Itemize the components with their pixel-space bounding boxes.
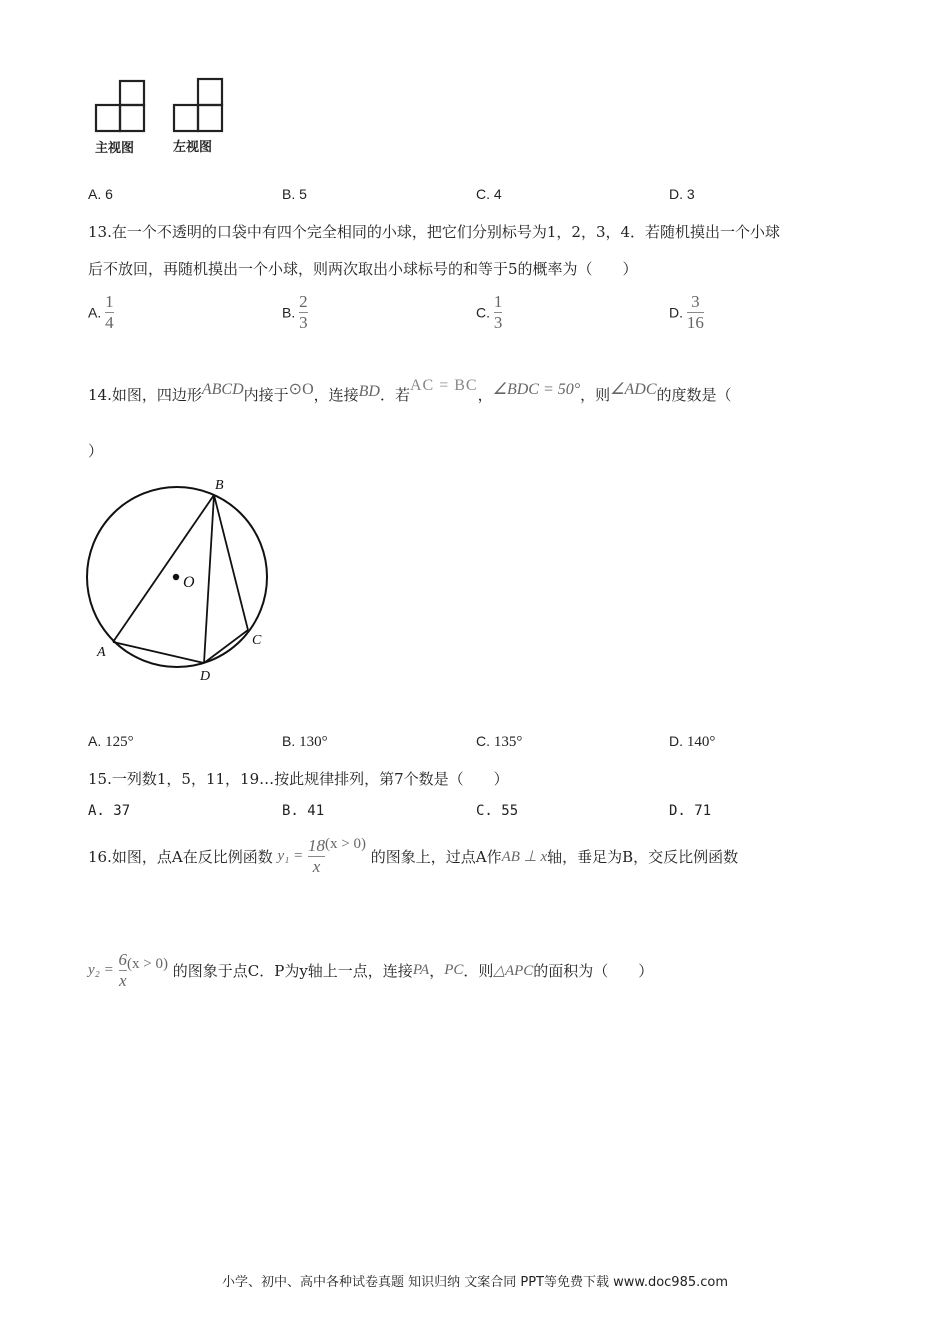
numerator: 18 [308,836,326,855]
q13-option-d[interactable] [669,292,704,333]
fraction [687,292,704,333]
option-letter: D. [669,803,686,819]
q14-text: ， [477,386,493,404]
denominator: x [119,971,127,990]
option-letter: D. [669,186,683,202]
segment-bd [204,495,214,663]
option-letter: B. [282,186,296,202]
q14-text: ，则 [580,386,611,404]
q14-text: ，连接 [313,386,359,404]
denominator: x [312,857,321,876]
denominator: 3 [299,313,308,332]
q14-close-paren: ） [88,442,104,460]
q16-text: 轴，垂足为B，交反比例函数 [547,848,739,866]
q14-text: ．若 [379,386,410,404]
q13-option-b[interactable] [282,292,308,333]
fraction [299,292,308,333]
label-a: A [97,645,106,660]
segment-ab [113,495,214,642]
q14-arc-equality: AC = BC [409,377,478,394]
option-letter: A. [88,803,105,819]
q15-option-c[interactable] [476,803,518,819]
center-dot [173,574,179,580]
q13-line1: 13.在一个不透明的口袋中有四个完全相同的小球，把它们分别标号为1，2，3，4．若随机摸出一个小球 [88,223,781,241]
q16-line2 [88,950,653,991]
q14-option-c[interactable] [476,733,522,751]
option-value: 6 [105,186,113,202]
numerator: 1 [493,292,503,311]
option-letter: A. [88,304,102,321]
option-letter: C. [476,803,493,819]
q14-text: 内接于 [243,386,289,404]
option-value: 3 [686,186,695,202]
denominator: 16 [686,313,704,332]
q15-stem: 15.一列数1，5，11，19…按此规律排列，第7个数是（ ） [88,770,509,788]
option-letter: B. [282,803,299,819]
q14-option-b[interactable] [282,733,328,751]
option-value: 125° [105,734,134,750]
q16-y1: y₁ = [277,848,304,864]
label-o: O [183,574,195,591]
q16-y2-fraction [119,950,128,991]
q12-option-a[interactable] [88,186,113,202]
q14-stem [88,377,732,405]
option-value: 130° [299,734,328,750]
option-value: 55 [501,803,519,819]
q14-text: 14.如图，四边形 [88,386,202,404]
denominator: 4 [105,313,114,332]
option-value: 140° [686,734,716,750]
q16-line1 [88,836,738,877]
q12-option-b[interactable] [282,186,307,202]
q14-quad: ABCD [201,381,244,398]
option-value: 4 [493,186,502,202]
q12-option-c[interactable] [476,186,502,202]
q13-option-a[interactable] [88,292,114,333]
q16-perp: AB ⊥ x [501,849,548,865]
numerator: 2 [299,292,308,311]
q16-text: 的图象于点C．P为y轴上一点，连接 [172,962,413,980]
q14-option-a[interactable] [88,733,134,751]
q12-option-d[interactable] [669,186,695,202]
option-letter: C. [476,733,490,749]
q14-option-d[interactable] [669,733,715,751]
option-value: 5 [299,186,307,202]
q14-angle: ∠BDC = 50° [492,381,581,398]
q15-option-b[interactable] [282,803,324,819]
q16-triangle: △APC [493,963,534,979]
q14-adc: ∠ADC [610,381,657,398]
option-value: 41 [307,803,325,819]
option-letter: C. [476,186,490,202]
q14-circle: ⊙O [288,381,314,398]
option-letter: C. [476,304,490,321]
option-value: 135° [493,734,523,750]
q16-y2: y₂ = [88,962,114,978]
segment-dc [204,630,248,663]
option-letter: A. [88,186,102,202]
label-d: D [200,669,211,684]
option-value: 37 [113,803,131,819]
option-letter: B. [282,733,296,749]
q15-option-a[interactable] [88,803,130,819]
q16-pc: PC [444,962,464,978]
q13-option-c[interactable] [476,292,502,333]
front-view-label: 主视图 [95,140,135,155]
q16-y1-condition: (x > 0) [325,836,366,852]
numerator: 1 [105,292,114,311]
q16-text: ．则 [463,962,494,980]
label-c: C [252,633,262,648]
q16-text: 16.如图，点A在反比例函数 [88,848,273,866]
q15-option-d[interactable] [669,803,711,819]
page-footer[interactable]: 小学、初中、高中各种试卷真题 知识归纳 文案合同 PPT等免费下载 www.doc985.com [221,1275,729,1290]
fraction [494,292,503,333]
left-view-label: 左视图 [173,139,213,154]
q16-text: 的图象上，过点A作 [370,848,502,866]
circle-figure [80,472,280,687]
denominator: 3 [493,313,503,332]
q16-text: ， [429,962,445,980]
q14-text: 的度数是（ [656,386,732,404]
option-letter: D. [669,304,683,321]
q13-line2: 后不放回，再随机摸出一个小球，则两次取出小球标号的和等于5的概率为（ ） [88,260,638,278]
option-letter: D. [669,733,683,749]
option-value: 71 [694,803,712,819]
q16-y2-condition: (x > 0) [127,956,168,972]
option-letter: B. [282,304,296,321]
q14-bd: BD [358,383,380,400]
numerator: 6 [118,950,128,969]
q16-text: 的面积为（ ） [533,962,654,980]
q16-pa: PA [412,962,430,978]
fraction [105,292,114,333]
label-b: B [215,478,224,493]
option-letter: A. [88,733,102,749]
numerator: 3 [691,292,700,311]
q16-y1-fraction [308,836,325,877]
